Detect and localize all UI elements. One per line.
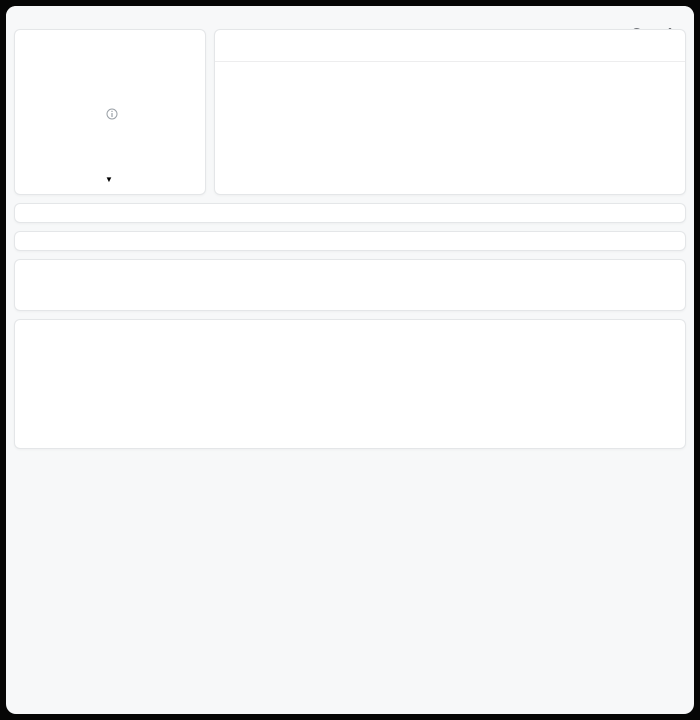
donut-panel-title <box>215 30 685 38</box>
users-table-title <box>21 207 679 216</box>
dashboard-canvas <box>6 6 694 714</box>
top-sources-panel <box>14 231 686 251</box>
triangle-down-icon: ▼ <box>105 175 113 184</box>
hourly-chart-svg[interactable] <box>15 329 686 441</box>
source-details-expander[interactable] <box>215 61 685 67</box>
info-icon[interactable] <box>106 108 118 120</box>
concurrency-panel <box>14 259 686 311</box>
hourly-chart-title <box>15 320 685 328</box>
topbar <box>6 6 694 27</box>
query-runtimes-panel <box>214 29 686 195</box>
top-users-panel <box>14 203 686 223</box>
cache-delta <box>15 173 205 185</box>
sources-table-title <box>21 235 679 244</box>
cache-tile <box>14 29 206 195</box>
hourly-chart-panel <box>14 319 686 449</box>
